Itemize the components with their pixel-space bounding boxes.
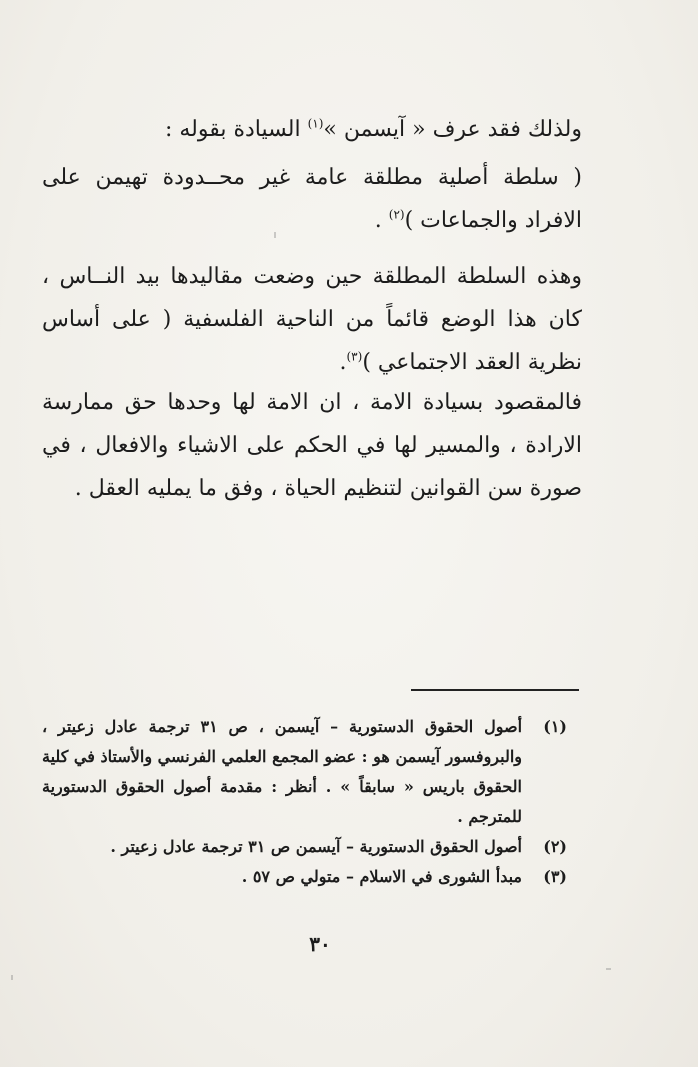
- footnote-3-number: (٣): [543, 867, 567, 886]
- paragraph-1-tail: السيادة بقوله :: [164, 117, 308, 142]
- paragraph-4-text: فالمقصود بسيادة الامة ، ان الامة لها وحدها حق ممارسة الارادة ، والمسير لها في الحكم على الاشياء والافعال ، في صورة سن القوانين لتنظيم الحياة ، وفق ما يمليه العقل .: [42, 390, 582, 501]
- footnote-2: [42, 832, 567, 862]
- paragraph-4: [42, 381, 582, 510]
- footnote-3: [42, 862, 567, 892]
- scan-speck: [274, 232, 276, 238]
- footnote-1-number: (١): [543, 717, 567, 736]
- paragraph-1-text: ولذلك فقد عرف « آيسمن »: [323, 117, 582, 142]
- footnote-ref-1: (١): [307, 116, 324, 131]
- footnote-3-text: مبدأ الشورى في الاسلام – متولي ص ٥٧ .: [241, 867, 522, 886]
- paragraph-2-tail: .: [374, 208, 389, 233]
- scan-speck: [11, 975, 13, 980]
- footnote-2-text: أصول الحقوق الدستورية – آيسمن ص ٣١ ترجمة عادل زعيتر .: [110, 837, 522, 856]
- footnote-1-text: أصول الحقوق الدستورية – آيسمن ، ص ٣١ ترجمة عادل زعيتر ، والبروفسور آيسمن هو : عضو المجمع العلمي الفرنسي والأستاذ في كلية الحقوق باريس « سابقاً » . أنظر : مقدمة أصول الحقوق الدستورية للمترجم .: [42, 717, 523, 826]
- footnote-ref-2: (٢): [388, 207, 405, 222]
- footnotes: [42, 712, 567, 892]
- paragraph-1: [42, 108, 582, 151]
- paragraph-3-text: وهذه السلطة المطلقة حين وضعت مقاليدها بيد النــاس ، كان هذا الوضع قائماً من الناحية الفلسفية ( على أساس نظرية العقد الاجتماعي ): [42, 264, 582, 375]
- paragraph-2: [42, 156, 582, 242]
- footnote-divider: [411, 689, 579, 691]
- page-number: ٣٠: [309, 932, 331, 956]
- footnote-2-number: (٢): [543, 837, 567, 856]
- paragraph-2-text: ( سلطة أصلية مطلقة عامة غير محــدودة تهيمن على الافراد والجماعات ): [42, 165, 582, 233]
- paragraph-3: [42, 255, 582, 384]
- footnote-ref-3: (٣): [346, 349, 363, 364]
- paragraph-3-tail: .: [339, 350, 347, 375]
- scan-speck: [606, 968, 611, 970]
- footnote-1: [42, 712, 567, 832]
